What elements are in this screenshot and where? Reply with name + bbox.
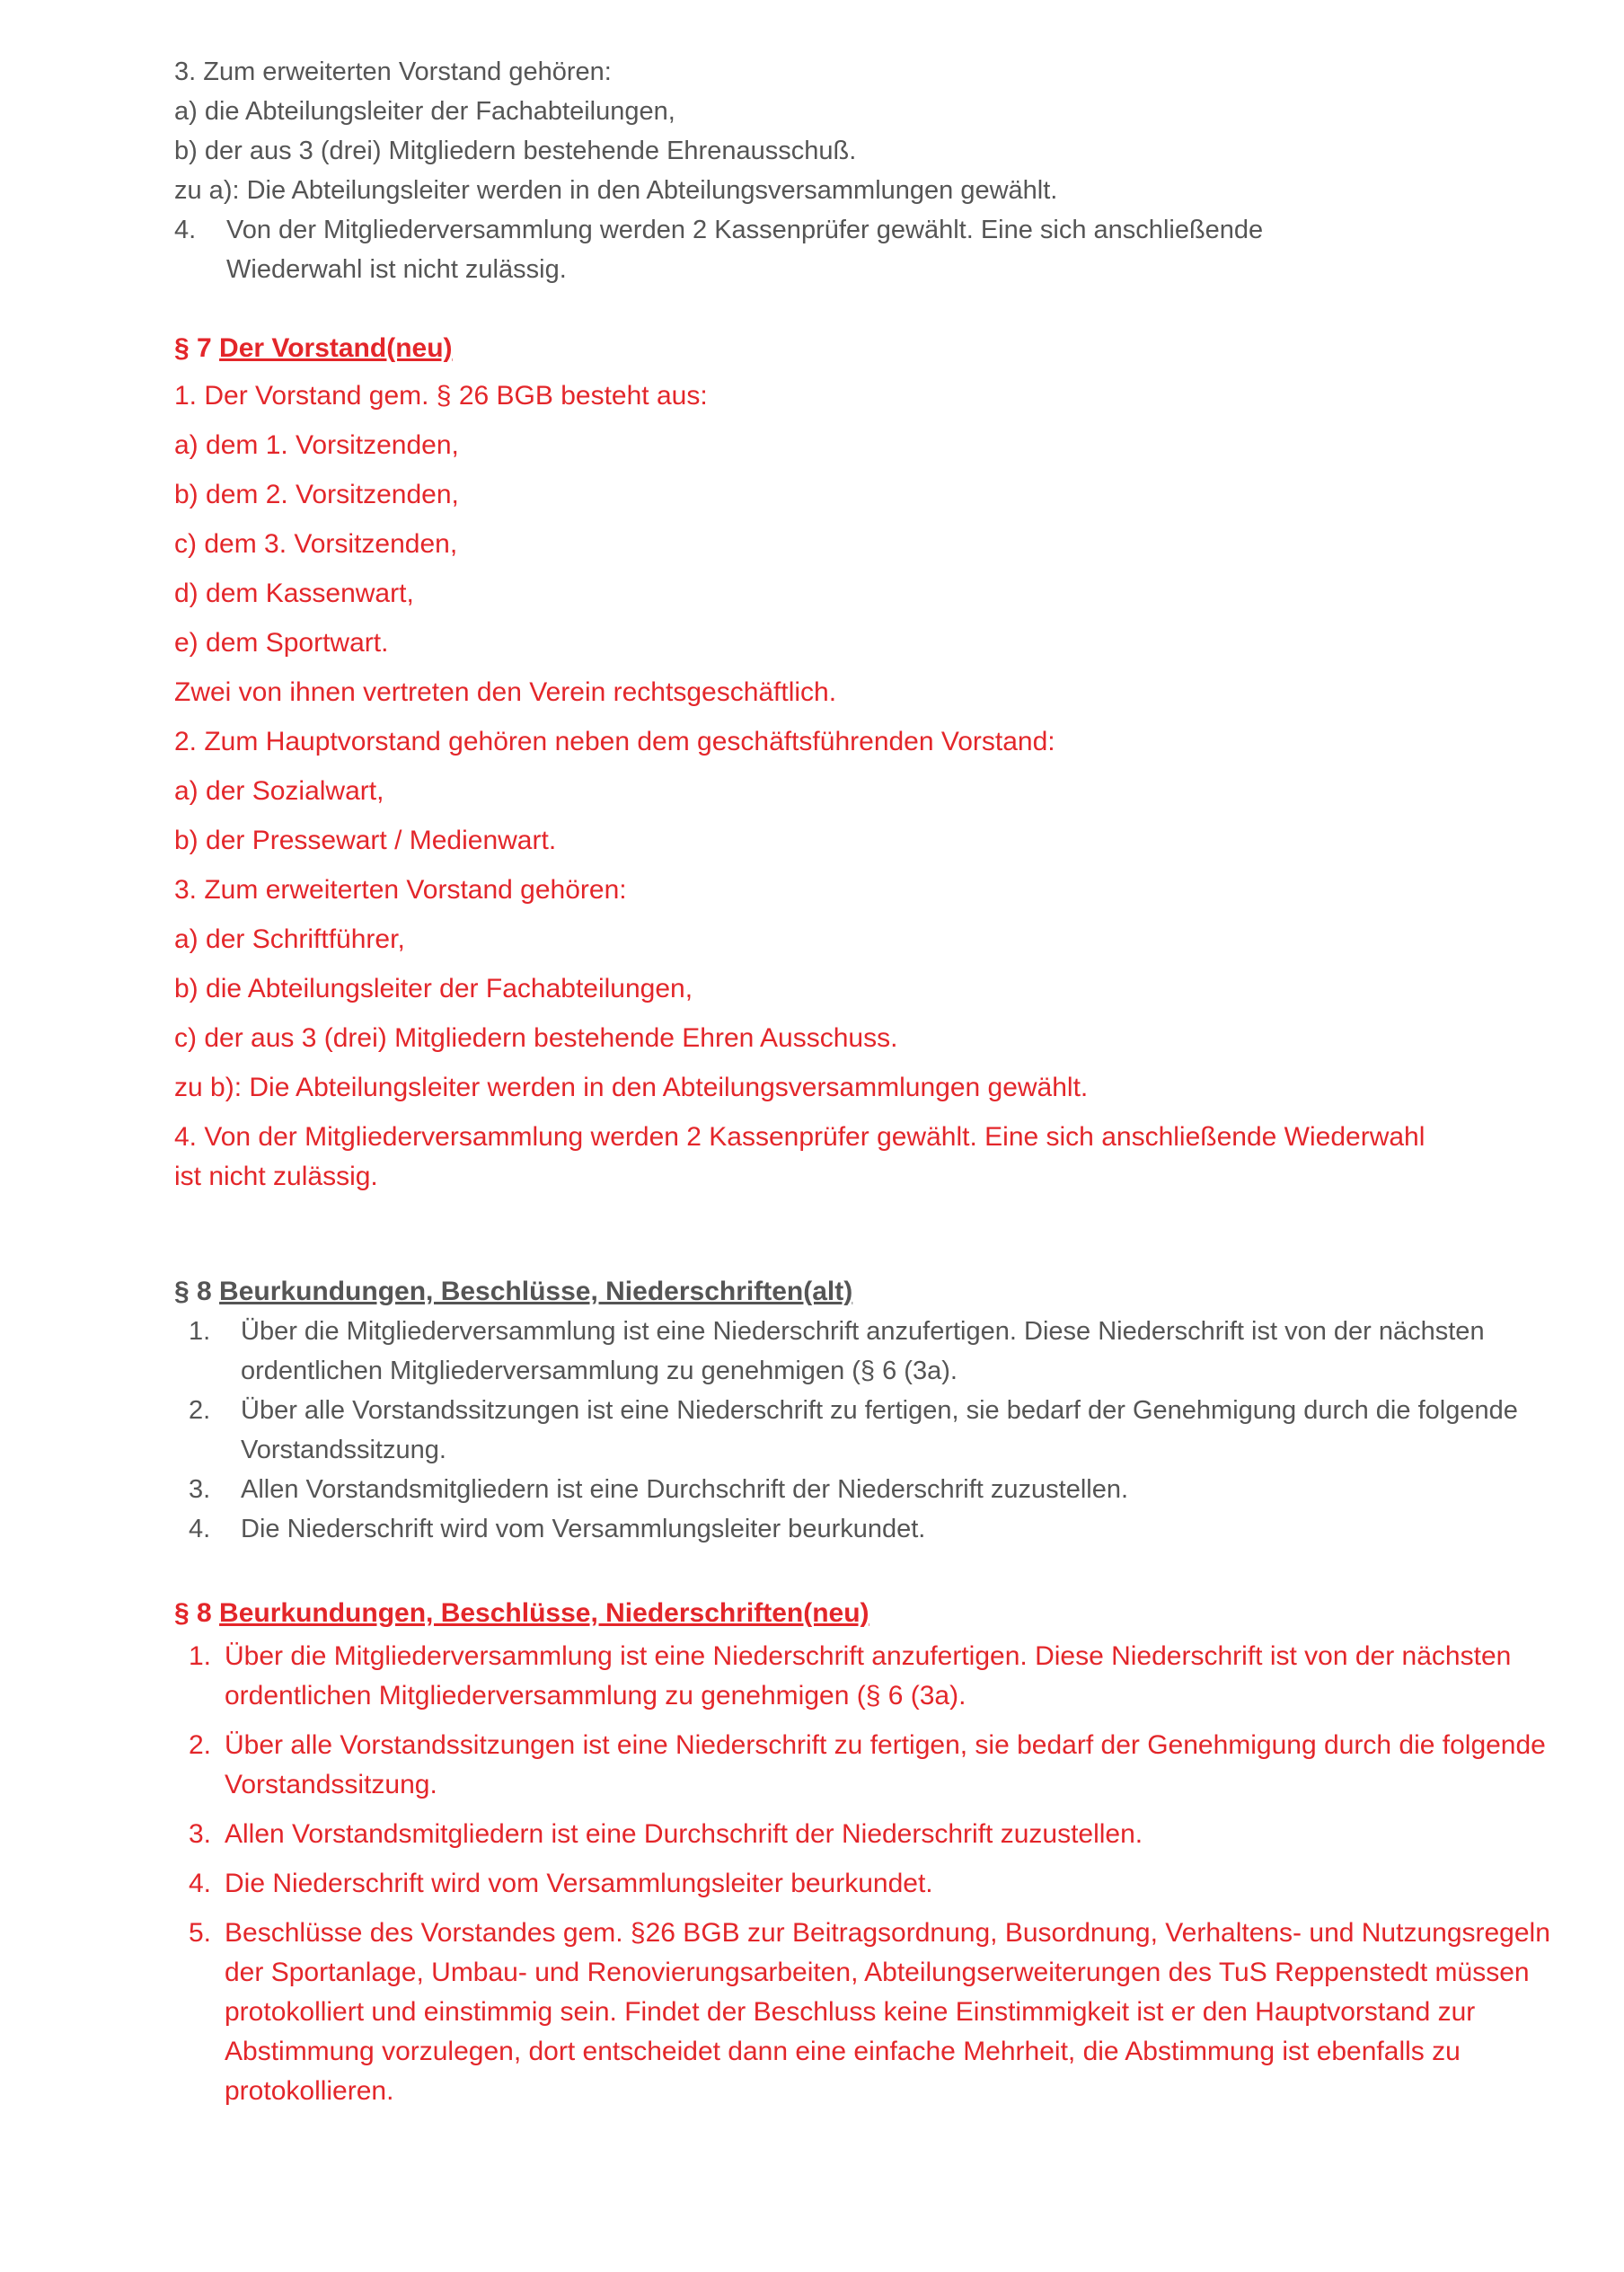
list-item bbox=[174, 210, 1558, 289]
paragraph-line: 3. Zum erweiterten Vorstand gehören: bbox=[174, 57, 612, 86]
paragraph-line: ist nicht zulässig. bbox=[174, 1162, 378, 1191]
list-number: 5. bbox=[189, 1918, 212, 1948]
paragraph-line: d) dem Kassenwart, bbox=[174, 579, 414, 608]
section-heading bbox=[174, 1272, 1558, 1312]
paragraph-line: b) die Abteilungsleiter der Fachabteilungen, bbox=[174, 974, 693, 1003]
list-number: 4. bbox=[174, 216, 197, 244]
section-heading bbox=[174, 329, 1558, 368]
paragraph-line: c) der aus 3 (drei) Mitgliedern bestehende Ehren Ausschuss. bbox=[174, 1023, 898, 1053]
section-number: § 8 bbox=[174, 1277, 220, 1306]
numbered-list bbox=[174, 1312, 1558, 1549]
list-item-text: Die Niederschrift wird vom Versammlungsleiter beurkundet. bbox=[241, 1515, 926, 1543]
section-number: § 7 bbox=[174, 333, 220, 363]
list-item bbox=[174, 1914, 1558, 2111]
list-item-text: Allen Vorstandsmitgliedern ist eine Durchschrift der Niederschrift zuzustellen. bbox=[225, 1819, 1143, 1849]
section-7-new bbox=[174, 329, 1558, 1197]
list-number: 4. bbox=[189, 1869, 212, 1898]
list-item-text-line: Von der Mitgliederversammlung werden 2 Kassenprüfer gewählt. Eine sich anschließende bbox=[226, 216, 1264, 244]
document-page bbox=[174, 52, 1558, 2121]
list-number: 3. bbox=[189, 1819, 212, 1849]
list-item bbox=[174, 1726, 1558, 1805]
paragraph-line: 3. Zum erweiterten Vorstand gehören: bbox=[174, 875, 627, 905]
numbered-list bbox=[174, 1637, 1558, 2111]
paragraph-line: a) der Sozialwart, bbox=[174, 776, 384, 806]
list-item bbox=[174, 1637, 1558, 1716]
list-item-text-line: Wiederwahl ist nicht zulässig. bbox=[226, 255, 567, 284]
list-item-text: Beschlüsse des Vorstandes gem. §26 BGB zur Beitragsordnung, Busordnung, Verhaltens- und Nutzungsregeln der Sportanlage, Umbau- und Renovierungsarbeiten, Abteilungserweiterungen des TuS Reppenstedt müssen protokolliert und einstimmig sein. Findet der Beschluss keine Einstimmigkeit ist er den Hauptvorstand zur Abstimmung vorzulegen, dort entscheidet dann eine einfache Mehrheit, die Abstimmung ist ebenfalls zu protokollieren. bbox=[225, 1918, 1550, 2106]
paragraph-line: zu b): Die Abteilungsleiter werden in den Abteilungsversammlungen gewählt. bbox=[174, 1073, 1089, 1102]
section-number: § 8 bbox=[174, 1598, 220, 1628]
paragraph-line: zu a): Die Abteilungsleiter werden in den Abteilungsversammlungen gewählt. bbox=[174, 176, 1058, 205]
list-number: 1. bbox=[189, 1317, 211, 1346]
paragraph-line: e) dem Sportwart. bbox=[174, 628, 389, 658]
paragraph-line: 1. Der Vorstand gem. § 26 BGB besteht aus: bbox=[174, 381, 708, 411]
old-section-continuation bbox=[174, 52, 1558, 289]
paragraph-line: 4. Von der Mitgliederversammlung werden 2 Kassenprüfer gewählt. Eine sich anschließende Wiederwahl bbox=[174, 1122, 1425, 1152]
list-item bbox=[174, 1509, 1558, 1549]
list-item-text: Über die Mitgliederversammlung ist eine Niederschrift anzufertigen. Diese Niederschrift ist von der nächsten ordentlichen Mitgliederversammlung zu genehmigen (§ 6 (3a). bbox=[225, 1641, 1512, 1711]
paragraph-line: b) der Pressewart / Medienwart. bbox=[174, 826, 557, 855]
paragraph-line: 2. Zum Hauptvorstand gehören neben dem geschäftsführenden Vorstand: bbox=[174, 727, 1055, 756]
list-item bbox=[174, 1815, 1558, 1854]
paragraph bbox=[174, 1118, 1558, 1197]
list-number: 3. bbox=[189, 1475, 211, 1504]
paragraph-line: b) der aus 3 (drei) Mitgliedern bestehende Ehrenausschuß. bbox=[174, 137, 857, 165]
paragraph-line: a) dem 1. Vorsitzenden, bbox=[174, 430, 459, 460]
paragraph-line: c) dem 3. Vorsitzenden, bbox=[174, 529, 458, 559]
list-item bbox=[174, 1312, 1558, 1391]
list-item bbox=[174, 1470, 1558, 1509]
list-item-text: Über die Mitgliederversammlung ist eine Niederschrift anzufertigen. Diese Niederschrift ist von der nächsten ordentlichen Mitgliederversammlung zu genehmigen (§ 6 (3a). bbox=[241, 1317, 1485, 1385]
list-number: 2. bbox=[189, 1730, 212, 1760]
list-item-text: Die Niederschrift wird vom Versammlungsleiter beurkundet. bbox=[225, 1869, 933, 1898]
section-title: Beurkundungen, Beschlüsse, Niederschriften(neu) bbox=[219, 1598, 869, 1628]
list-number: 4. bbox=[189, 1515, 211, 1543]
list-item bbox=[174, 1391, 1558, 1470]
list-number: 1. bbox=[189, 1641, 212, 1671]
section-title: Beurkundungen, Beschlüsse, Niederschriften(alt) bbox=[219, 1277, 853, 1306]
section-title: Der Vorstand(neu) bbox=[219, 333, 453, 363]
paragraph-line: a) die Abteilungsleiter der Fachabteilungen, bbox=[174, 97, 675, 126]
paragraph-line: b) dem 2. Vorsitzenden, bbox=[174, 480, 459, 509]
list-item bbox=[174, 1864, 1558, 1904]
section-8-new bbox=[174, 1594, 1558, 2111]
list-item-text: Über alle Vorstandssitzungen ist eine Niederschrift zu fertigen, sie bedarf der Genehmigung durch die folgende Vorstandssitzung. bbox=[241, 1396, 1518, 1464]
section-7-lines bbox=[174, 371, 1558, 1112]
list-item-text: Über alle Vorstandssitzungen ist eine Niederschrift zu fertigen, sie bedarf der Genehmigung durch die folgende Vorstandssitzung. bbox=[225, 1730, 1546, 1799]
section-heading bbox=[174, 1594, 1558, 1633]
list-item-text: Allen Vorstandsmitgliedern ist eine Durchschrift der Niederschrift zuzustellen. bbox=[241, 1475, 1129, 1504]
list-number: 2. bbox=[189, 1396, 211, 1425]
section-8-old bbox=[174, 1272, 1558, 1549]
paragraph-line: a) der Schriftführer, bbox=[174, 924, 405, 954]
paragraph-line: Zwei von ihnen vertreten den Verein rechtsgeschäftlich. bbox=[174, 677, 837, 707]
